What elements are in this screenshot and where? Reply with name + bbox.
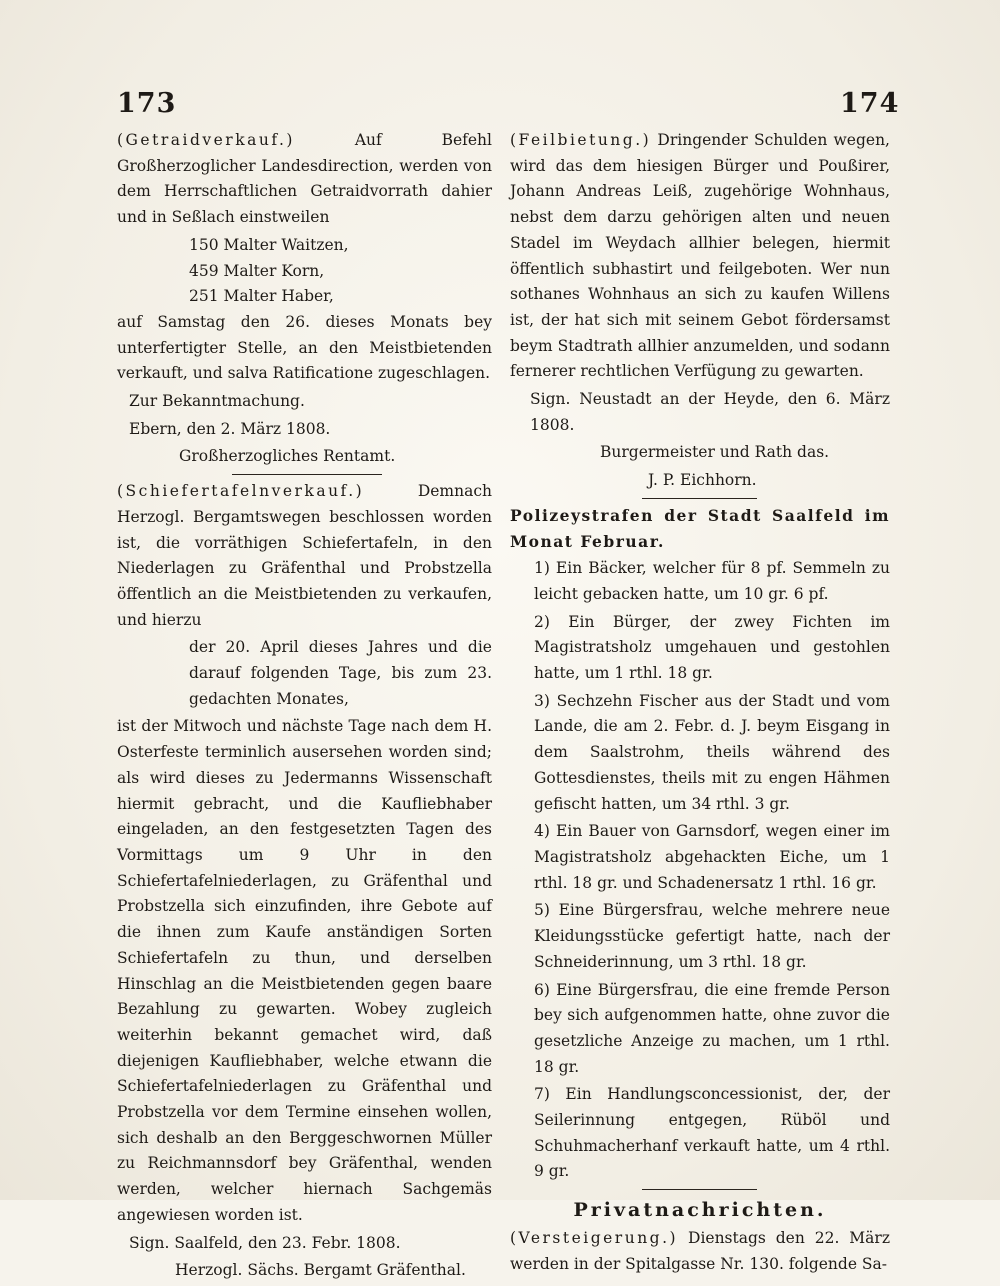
grain-item: 251 Malter Haber,	[189, 287, 334, 306]
fine-item: 2) Ein Bürger, der zwey Fichten im Magistratsholz umgehauen und gestohlen hatte, um 1 rthl. 18 gr.	[534, 612, 890, 683]
fine-item: 7) Ein Handlungsconcessionist, der, der Seilerinnung entgegen, Rüböl und Schuhmacherhanf verkauft hatte, um 4 rthl. 9 gr.	[534, 1085, 890, 1181]
separator-rule	[232, 474, 382, 475]
section-title: Privatnachrichten.	[573, 1199, 827, 1222]
page-number-right: 174	[840, 88, 900, 119]
fine-item: 6) Eine Bürgersfrau, die eine fremde Person bey sich aufgenommen hatte, ohne zuvor die gesetzliche Anzeige zu machen, um 1 rthl. 18 gr.	[534, 980, 890, 1076]
signature-place-date: Sign. Saalfeld, den 23. Febr. 1808.	[129, 1233, 401, 1252]
grain-list	[117, 233, 492, 310]
notice-slate-sale	[117, 479, 492, 1284]
notice-body	[117, 479, 492, 633]
notice-grain-sale	[117, 128, 492, 470]
notice-heading: (Getraidverkauf.)	[117, 131, 295, 149]
section-heading: Polizeystrafen der Stadt Saalfeld im Monat Februar.	[510, 505, 890, 551]
fine-item: 1) Ein Bäcker, welcher für 8 pf. Semmeln zu leicht gebacken hatte, um 10 gr. 6 pf.	[534, 559, 890, 603]
notice-text: Dienstags den 22. März werden in der Spitalgasse Nr. 130. folgende Sa-	[510, 1228, 890, 1273]
notice-heading: (Schiefertafelnverkauf.)	[117, 482, 365, 501]
notice-text-continued: auf Samstag den 26. dieses Monats bey unterfertigter Stelle, an den Meistbietenden verkauft, und salva Ratificatione zugeschlagen.	[117, 312, 492, 383]
notice-auction-house	[510, 128, 890, 494]
grain-item: 150 Malter Waitzen,	[189, 235, 349, 254]
notice-text: Dringender Schulden wegen, wird das dem hiesigen Bürger und Poußirer, Johann Andreas Leiß, zugehörige Wohnhaus, nebst dem darzu gehörigen alten und neuen Stadel im Weydach allhier belegen, hiermit öffentlich subhastirt und feilgeboten. Wer nun sothanes Wohnhaus an sich zu kaufen Willens ist, der hat sich mit seinem Gebot fördersamst beym Stadtrath allhier anzumelden, und sodann fernerer rechtlichen Verfügung zu gewarten.	[510, 131, 890, 381]
fine-item: 3) Sechzehn Fischer aus der Stadt und vom Lande, die am 2. Febr. d. J. beym Eisgang in dem Saalstrohm, theils während des Gottesdienstes, theils mit zu engen Hähmen gefischt hatten, um 34 rthl. 3 gr.	[534, 691, 890, 813]
notice-text: Demnach Herzogl. Bergamtswegen beschlossen worden ist, die vorräthigen Schiefertafeln, in den Niederlagen zu Gräfenthal und Probstzella öffentlich an die Meistbietenden zu verkaufen, und hierzu	[117, 482, 492, 629]
notice-police-fines	[510, 503, 890, 1185]
notice-body	[510, 128, 890, 385]
notice-body	[510, 1226, 890, 1277]
right-column	[510, 128, 890, 1279]
separator-rule	[642, 1189, 757, 1190]
signature-office: Burgermeister und Rath das.	[600, 443, 830, 462]
separator-rule	[642, 498, 757, 499]
fine-item: 4) Ein Bauer von Garnsdorf, wegen einer im Magistratsholz abgehackten Eiche, um 1 rthl. 18 gr. und Schadenersatz 1 rthl. 16 gr.	[534, 822, 890, 892]
notice-text-continued: ist der Mitwoch und nächste Tage nach dem H. Osterfeste terminlich ausersehen worden sind; als wird dieses zu Jedermanns Wissenschaft hiermit gebracht, und die Kaufliebhaber eingeladen, an den festgesetzten Tagen des Vormittags um 9 Uhr in den Schiefertafelniederlagen, zu Gräfenthal und Probstzella sich einzufinden, ihre Gebote auf die ihnen zum Kaufe anständigen Sorten Schiefertafeln zu thun, und derselben Hinschlag an die Meistbietenden gegen baare Bezahlung zu gewarten. Wobey zugleich weiterhin bekannt gemachet wird, daß diejenigen Kaufliebhaber, welche etwann die Schiefertafelniederlagen zu Gräfenthal und Probstzella vor dem Termine einsehen wollen, sich deshalb an den Berggeschwornen Müller zu Reichmannsdorf bey Gräfenthal, wenden werden, welcher hiernach Sachgemäs angewiesen worden ist.	[117, 717, 492, 1224]
notice-heading: (Feilbietung.)	[510, 131, 652, 149]
signature-place-date: Ebern, den 2. März 1808.	[129, 419, 331, 438]
signature-place-date: Sign. Neustadt an der Heyde, den 6. März 1808.	[530, 390, 890, 434]
notice-date-indent: der 20. April dieses Jahres und die darauf folgenden Tage, bis zum 23. gedachten Monates,	[189, 638, 492, 708]
grain-item: 459 Malter Korn,	[189, 261, 325, 280]
page-number-left: 173	[117, 88, 177, 119]
notice-heading: (Versteigerung.)	[510, 1228, 679, 1247]
notice-body	[117, 128, 492, 231]
fine-item: 5) Eine Bürgersfrau, welche mehrere neue Kleidungsstücke gefertigt hatte, nach der Schneiderinnung, um 3 rthl. 18 gr.	[534, 901, 890, 971]
notice-private	[510, 1198, 890, 1277]
signature-office: Herzogl. Sächs. Bergamt Gräfenthal.	[175, 1261, 466, 1280]
signature-line: Zur Bekanntmachung.	[129, 392, 305, 411]
signature-office: Großherzogliches Rentamt.	[179, 447, 396, 466]
notice-text: Auf Befehl Großherzoglicher Landesdirection, werden von dem Herrschaftlichen Getraidvorrath dahier und in Seßlach einstweilen	[117, 131, 492, 227]
left-column	[117, 128, 492, 1286]
signature-name: J. P. Eichhorn.	[648, 471, 757, 490]
